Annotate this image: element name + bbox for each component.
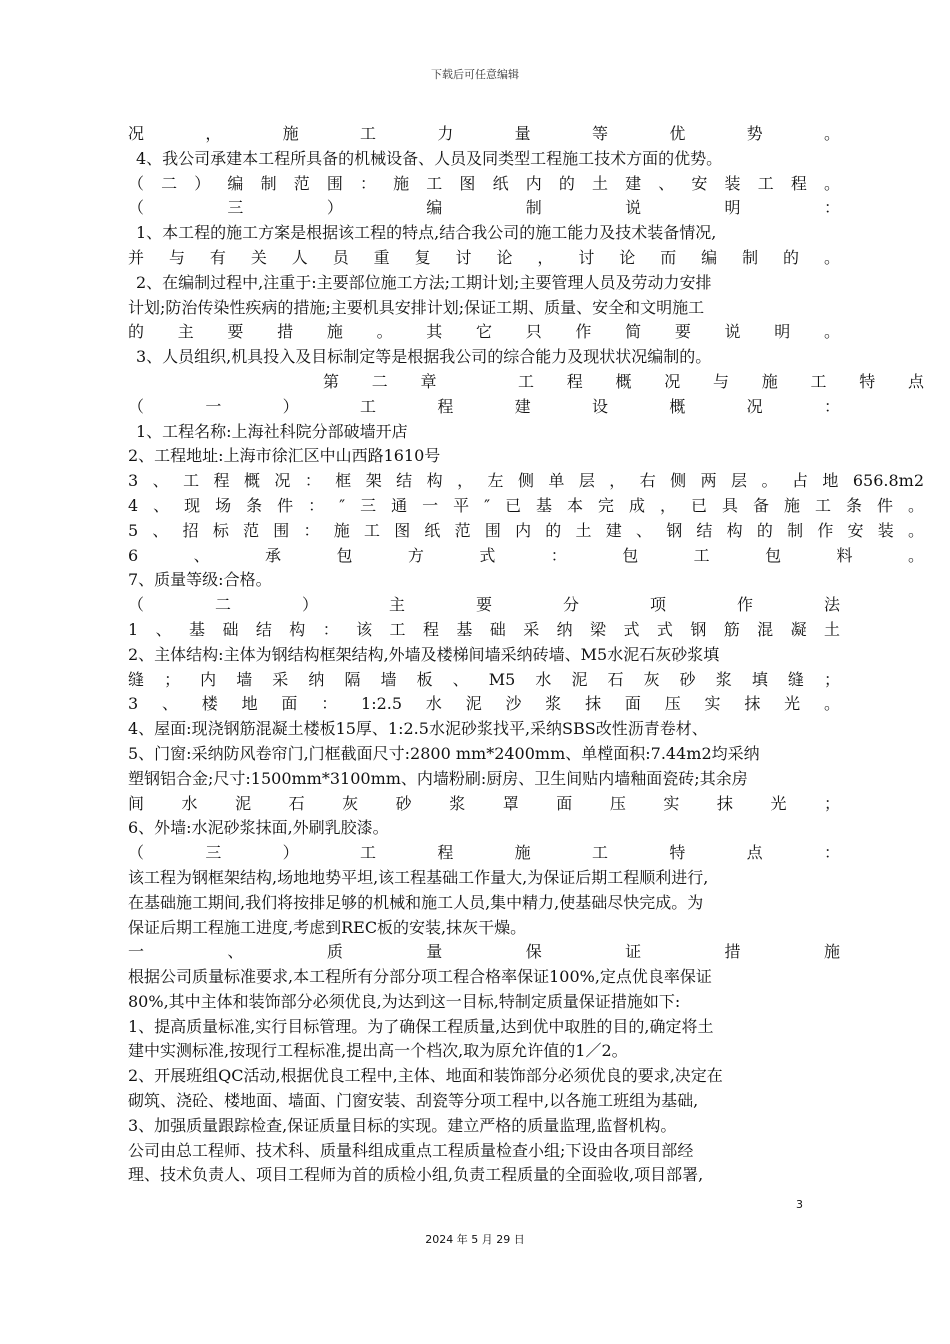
text-line: 1、提高质量标准,实行目标管理。为了确保工程质量,达到优中取胜的目的,确定将土 [128, 1016, 714, 1036]
text-line: 2、工程地址:上海市徐汇区中山西路1610号 [128, 446, 441, 466]
text-line: 塑钢铝合金;尺寸:1500mm*3100mm、内墙粉刷:厨房、卫生间贴内墙釉面瓷砖;其余房 [128, 768, 748, 788]
text-line: 2、开展班组QC活动,根据优良工程中,主体、地面和装饰部分必须优良的要求,决定在 [128, 1066, 723, 1086]
text-line: 80%,其中主体和装饰部分必须优良,为达到这一目标,特制定质量保证措施如下: [128, 991, 681, 1011]
text-line: 4、现场条件：″三通一平″已基本完成，已具备施工条件。 [128, 495, 924, 515]
text-line: 2、在编制过程中,注重于:主要部位施工方法;工期计划;主要管理人员及劳动力安排 [136, 272, 712, 292]
document-body [128, 122, 924, 1188]
text-line: 3、工程概况：框架结构，左侧单层，右侧两层。占地656.8m2 [128, 471, 924, 491]
text-line: 缝；内墙采纳隔墙板、M5水泥石灰砂浆填缝； [128, 669, 840, 689]
text-line: 6、外墙:水泥砂浆抹面,外刷乳胶漆。 [128, 818, 389, 838]
text-line: 1、基础结构：该工程基础采纳梁式式钢筋混凝土 [128, 619, 840, 639]
text-line: 况，施工力量等优势。 [128, 124, 840, 143]
text-line: （二）主要分项作法 [128, 595, 840, 615]
text-line: 间水泥石灰砂浆罩面压实抹光； [128, 793, 840, 813]
text-line: 计划;防治传染性疾病的措施;主要机具安排计划;保证工期、质量、安全和文明施工 [128, 297, 705, 317]
text-line: 4、我公司承建本工程所具备的机械设备、人员及同类型工程施工技术方面的优势。 [136, 148, 723, 168]
text-line: 根据公司质量标准要求,本工程所有分部分项工程合格率保证100%,定点优良率保证 [128, 967, 712, 987]
text-line: 7、质量等级:合格。 [128, 570, 272, 590]
text-line: 2、主体结构:主体为钢结构框架结构,外墙及楼梯间墙采纳砖墙、M5水泥石灰砂浆填 [128, 644, 720, 664]
text-line: 砌筑、浇砼、楼地面、墙面、门窗安装、刮瓷等分项工程中,以各施工班组为基础, [128, 1091, 699, 1111]
text-line: （二）编制范围：施工图纸内的土建、安装工程。 [128, 173, 840, 193]
page-header: 下载后可任意编辑 [431, 68, 519, 81]
text-line: 1、工程名称:上海社科院分部破墙开店 [136, 421, 408, 441]
text-line: 5、招标范围：施工图纸范围内的土建、钢结构的制作安装。 [128, 520, 924, 540]
text-line: 3、人员组织,机具投入及目标制定等是根据我公司的综合能力及现状状况编制的。 [136, 347, 712, 367]
text-line: 3、楼地面：1:2.5水泥沙浆抹面压实抹光。 [128, 694, 840, 714]
text-line: （三）编制说明： [128, 198, 840, 218]
text-line: 第二章 工程概况与施工特点 [128, 371, 924, 391]
page-number: 3 [796, 1198, 803, 1211]
text-line: 4、屋面:现浇钢筋混凝土楼板15厚、1:2.5水泥砂浆找平,采纳SBS改性沥青卷材、 [128, 719, 708, 739]
page-footer-date: 2024 年 5 月 29 日 [425, 1233, 525, 1246]
text-line: （三）工程施工特点： [128, 843, 840, 863]
text-line: 3、加强质量跟踪检查,保证质量目标的实现。建立严格的质量监理,监督机构。 [128, 1115, 677, 1135]
text-line: 6、承包方式：包工包料。 [128, 545, 924, 565]
text-line: 理、技术负责人、项目工程师为首的质检小组,负责工程质量的全面验收,项目部署, [128, 1165, 704, 1185]
text-line: 5、门窗:采纳防风卷帘门,门框截面尺寸:2800 mm*2400mm、单樘面积:7.44m2均采纳 [128, 743, 760, 763]
text-line: 并与有关人员重复讨论，讨论而编制的。 [128, 247, 840, 267]
text-line: 保证后期工程施工进度,考虑到REC板的安装,抹灰干燥。 [128, 917, 527, 937]
text-line: 一、质量保证措施 [128, 942, 840, 962]
text-line: 在基础施工期间,我们将按排足够的机械和施工人员,集中精力,使基础尽快完成。为 [128, 892, 704, 912]
text-line: 的主要措施。其它只作简要说明。 [128, 322, 840, 342]
text-line: 该工程为钢框架结构,场地地势平坦,该工程基础工作量大,为保证后期工程顺利进行, [128, 867, 709, 887]
text-line: 1、本工程的施工方案是根据该工程的特点,结合我公司的施工能力及技术装备情况, [136, 223, 717, 243]
text-line: 公司由总工程师、技术科、质量科组成重点工程质量检查小组;下设由各项目部经 [128, 1140, 694, 1160]
text-line: 建中实测标准,按现行工程标准,提出高一个档次,取为原允许值的1／2。 [128, 1041, 628, 1061]
text-line: （一）工程建设概况： [128, 396, 840, 416]
